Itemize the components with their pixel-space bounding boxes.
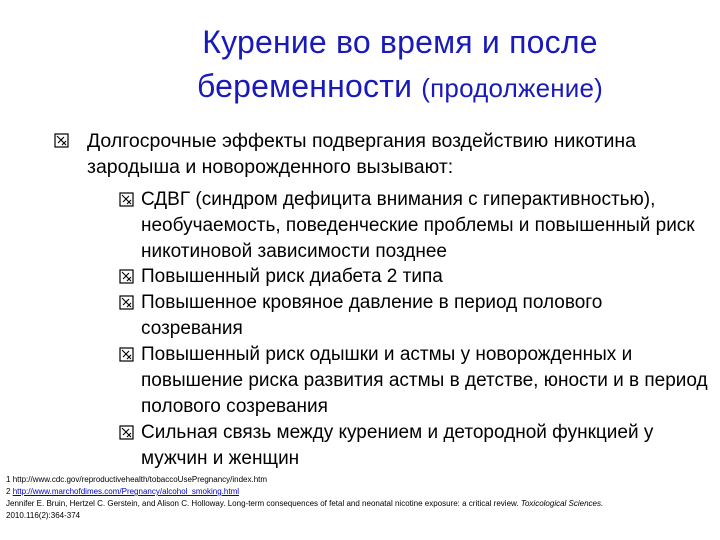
slide-title <box>100 20 700 110</box>
sub-bullet-text: СДВГ (синдром дефицита внимания с гиперактивностью), необучаемость, поведенческие проблемы и повышенный риск никотиновой зависимости позднее <box>141 189 695 262</box>
reference-authors: Jennifer E. Bruin, Hertzel C. Gerstein, and Alison C. Holloway. <box>6 499 226 508</box>
bullet-marker-icon <box>54 133 69 148</box>
sub-bullet-3 <box>119 290 709 342</box>
reference-title: Long-term consequences of fetal and neonatal nicotine exposure: a critical review. <box>227 499 519 508</box>
bullet-marker-icon <box>119 347 134 362</box>
reference-publication: 2010.116(2):364-374 <box>6 511 81 520</box>
main-bullet-text: Долгосрочные эффекты подвергания воздействию никотина зародыша и новорожденного вызывают: <box>87 130 636 178</box>
sub-bullet-text: Повышенный риск диабета 2 типа <box>141 266 443 287</box>
bullet-marker-icon <box>119 295 134 310</box>
reference-number: 2 <box>6 487 11 496</box>
reference-2 <box>6 486 606 498</box>
bullet-marker-icon <box>119 192 134 207</box>
title-line-2-paren: (продолжение) <box>421 73 604 103</box>
sub-bullet-1 <box>119 187 709 265</box>
sub-bullet-text: Сильная связь между курением и детородной функцией у мужчин и женщин <box>141 422 654 469</box>
bullet-marker-icon <box>119 425 134 440</box>
bullet-marker-icon <box>119 269 134 284</box>
references <box>6 474 606 522</box>
main-bullet <box>54 128 694 180</box>
sub-bullet-text: Повышенный риск одышки и астмы у новорожденных и повышение риска развития астмы в детстве, юности и в период полового созревания <box>141 344 708 417</box>
reference-journal: Toxicological Sciences. <box>520 499 604 508</box>
reference-link[interactable]: http://www.marchofdimes.com/Pregnancy/alcohol_smoking.html <box>12 487 240 496</box>
sub-bullet-4 <box>119 342 709 420</box>
sub-bullet-5 <box>119 420 709 472</box>
title-line-1: Курение во время и после <box>202 24 598 60</box>
sub-bullet-text: Повышенное кровяное давление в период полового созревания <box>141 292 603 339</box>
title-line-2 <box>100 64 700 110</box>
reference-number: 1 <box>6 475 11 484</box>
reference-url: http://www.cdc.gov/reproductivehealth/tobaccoUsePregnancy/index.htm <box>12 475 268 484</box>
sub-bullet-2 <box>119 264 709 290</box>
title-line-2-main: беременности <box>196 68 413 104</box>
reference-3 <box>6 498 606 522</box>
reference-1 <box>6 474 606 486</box>
